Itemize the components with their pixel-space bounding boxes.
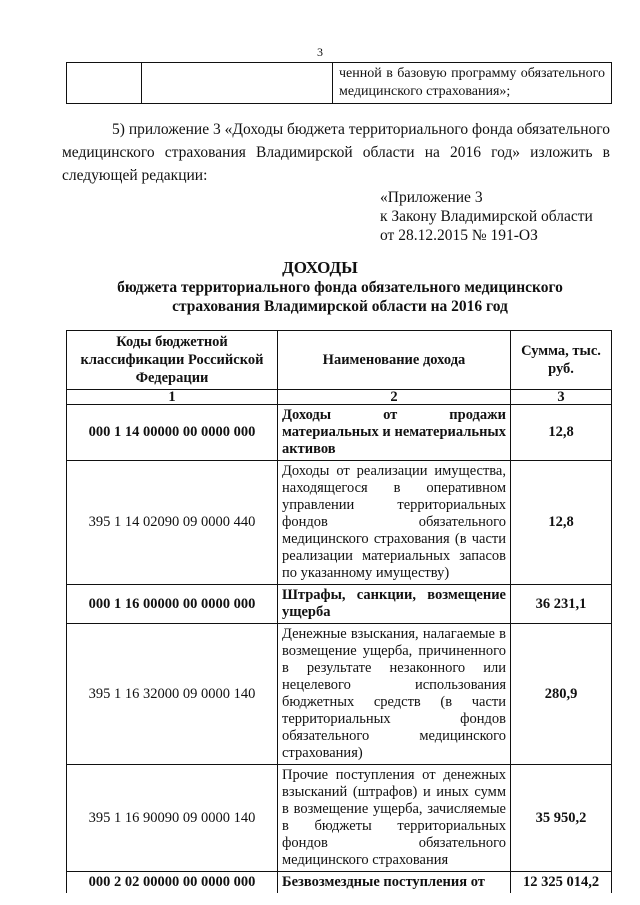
column-number-row xyxy=(67,390,612,405)
row-code: 395 1 16 32000 09 0000 140 xyxy=(67,624,278,765)
cont-cell-text: ченной в базовую программу обязательного медицинского страхования»; xyxy=(333,63,612,104)
row-code: 000 1 16 00000 00 0000 000 xyxy=(67,585,278,624)
table-header-row xyxy=(67,331,612,390)
row-sum: 12 325 014,2 xyxy=(511,872,612,894)
income-table xyxy=(66,330,612,893)
header-sum: Сумма, тыс. руб. xyxy=(511,331,612,390)
header-code: Коды бюджетной классификации Российской Федерации xyxy=(67,331,278,390)
row-name: Прочие поступления от денежных взысканий (штрафов) и иных сумм в возмещение ущерба, зачисляемые в бюджеты территориальных фондов обязательного медицинского страхования xyxy=(278,765,511,872)
row-name: Безвозмездные поступления от xyxy=(278,872,511,894)
table-row xyxy=(67,585,612,624)
appendix-line: к Закону Владимирской области xyxy=(380,208,593,225)
row-sum: 12,8 xyxy=(511,461,612,585)
appendix-reference xyxy=(380,188,593,245)
row-code: 000 1 14 00000 00 0000 000 xyxy=(67,405,278,461)
row-name: Доходы от продажи материальных и нематериальных активов xyxy=(278,405,511,461)
row-sum: 12,8 xyxy=(511,405,612,461)
document-subtitle: бюджета территориального фонда обязательного медицинского страхования Владимирской области на 2016 год xyxy=(117,279,563,315)
row-code: 000 2 02 00000 00 0000 000 xyxy=(67,872,278,894)
cont-cell-1 xyxy=(67,63,142,104)
cont-cell-2 xyxy=(142,63,333,104)
document-title: ДОХОДЫ xyxy=(282,258,358,277)
amendment-paragraph: 5) приложение 3 «Доходы бюджета территориального фонда обязательного медицинского страхования Владимирской области на 2016 год» изложить в следующей редакции: xyxy=(62,121,610,184)
table-row xyxy=(67,405,612,461)
appendix-line: «Приложение 3 xyxy=(380,189,483,206)
column-number: 1 xyxy=(67,390,278,405)
table-row xyxy=(67,624,612,765)
row-name: Штрафы, санкции, возмещение ущерба xyxy=(278,585,511,624)
row-name: Денежные взыскания, налагаемые в возмещение ущерба, причиненного в результате незаконного или нецелевого использования бюджетных средств (в части территориальных фондов обязательного медицинского страхования) xyxy=(278,624,511,765)
table-row xyxy=(67,872,612,894)
appendix-line: от 28.12.2015 № 191-ОЗ xyxy=(380,227,538,244)
table-row xyxy=(67,461,612,585)
row-name: Доходы от реализации имущества, находящегося в оперативном управлении территориальных фондов обязательного медицинского страхования (в части реализации материальных запасов по указанному имуществу) xyxy=(278,461,511,585)
continuation-table xyxy=(66,62,612,104)
row-sum: 35 950,2 xyxy=(511,765,612,872)
page-number: 3 xyxy=(317,45,323,59)
header-name: Наименование дохода xyxy=(278,331,511,390)
row-code: 395 1 14 02090 09 0000 440 xyxy=(67,461,278,585)
column-number: 3 xyxy=(511,390,612,405)
row-code: 395 1 16 90090 09 0000 140 xyxy=(67,765,278,872)
row-sum: 280,9 xyxy=(511,624,612,765)
column-number: 2 xyxy=(278,390,511,405)
table-row xyxy=(67,765,612,872)
row-sum: 36 231,1 xyxy=(511,585,612,624)
